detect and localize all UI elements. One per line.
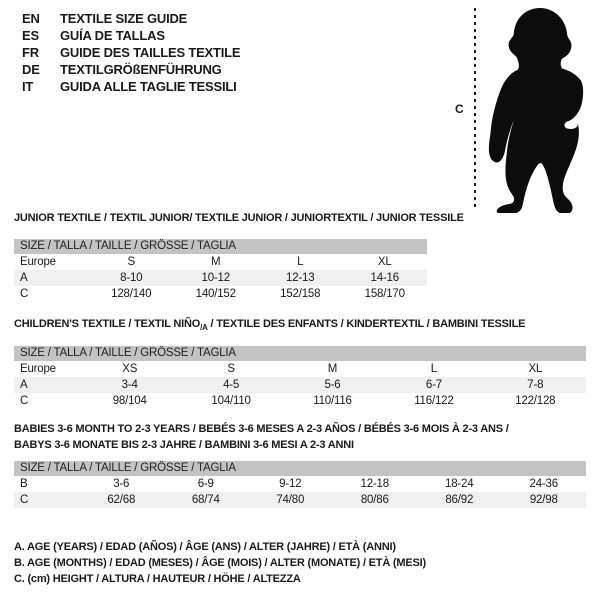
cell: 158/170 [364, 288, 405, 300]
cell: 140/152 [195, 288, 236, 300]
title-text: CHILDREN'S TEXTILE / TEXTIL NIÑO [14, 318, 201, 330]
title-subscript: /A [200, 323, 208, 333]
babies-table-title [14, 421, 509, 453]
toddler-silhouette-icon [483, 5, 597, 213]
cell: 8-10 [120, 272, 143, 284]
children-table-title [14, 318, 525, 332]
cell: XL [528, 363, 543, 375]
junior-table-title: JUNIOR TEXTILE / TEXTIL JUNIOR/ TEXTILE JUNIOR / JUNIORTEXTIL / JUNIOR TESSILE [14, 212, 464, 224]
cell: S [127, 256, 135, 268]
height-measure-label: C [455, 102, 464, 116]
row-label: A [20, 272, 28, 284]
legend-line-a: A. AGE (YEARS) / EDAD (AÑOS) / ÂGE (ANS) / ALTER (JAHRE) / ETÀ (ANNI) [14, 541, 396, 553]
row-label: C [20, 395, 29, 407]
lang-row-es [22, 27, 240, 44]
title-line: BABIES 3-6 MONTH TO 2-3 YEARS / BEBÉS 3-6 MESES A 2-3 AÑOS / BÉBÉS 3-6 MOIS À 2-3 ANS / [14, 423, 509, 435]
cell: 4-5 [223, 379, 240, 391]
cell: 116/122 [414, 395, 454, 407]
lang-title: TEXTILE SIZE GUIDE [60, 11, 188, 26]
cell: 74/80 [276, 494, 305, 506]
babies-table [14, 461, 586, 508]
height-measure-line [474, 8, 476, 210]
cell: 14-16 [370, 272, 399, 284]
table-row [14, 377, 586, 393]
lang-row-en [22, 10, 240, 27]
size-header-bar: SIZE / TALLA / TAILLE / GRÖSSE / TAGLIA [14, 346, 586, 361]
cell: L [297, 256, 304, 268]
row-label: C [20, 494, 29, 506]
size-header-bar: SIZE / TALLA / TAILLE / GRÖSSE / TAGLIA [14, 239, 427, 254]
cell: S [227, 363, 235, 375]
cell: M [211, 256, 221, 268]
cell: 6-9 [197, 478, 214, 490]
cell: 104/110 [211, 395, 251, 407]
cell: 9-12 [279, 478, 302, 490]
lang-title: GUIDA ALLE TAGLIE TESSILI [60, 79, 237, 94]
cell: 122/128 [515, 395, 556, 407]
lang-title: GUÍA DE TALLAS [60, 28, 165, 43]
table-row [14, 393, 586, 409]
measure-legend [14, 539, 426, 587]
title-line: BABYS 3-6 MONATE BIS 2-3 JAHRE / BAMBINI 3-6 MESI A 2-3 ANNI [14, 439, 354, 451]
row-label: A [20, 379, 28, 391]
cell: M [327, 363, 338, 375]
title-text: / TEXTILE DES ENFANTS / KINDERTEXTIL / BAMBINI TESSILE [207, 318, 526, 330]
cell: 92/98 [529, 494, 558, 506]
cell: 3-6 [113, 478, 130, 490]
lang-row-fr [22, 44, 240, 61]
cell: 3-4 [121, 379, 138, 391]
cell: 128/140 [111, 288, 152, 300]
row-label: Europe [20, 363, 56, 375]
lang-code: ES [22, 28, 39, 43]
lang-code: IT [22, 79, 34, 94]
lang-title: TEXTILGRÖßENFÜHRUNG [60, 62, 222, 77]
cell: 110/116 [313, 395, 352, 407]
legend-line-c: C. (cm) HEIGHT / ALTURA / HAUTEUR / HÖHE / ALTEZZA [14, 573, 301, 585]
cell: 98/104 [112, 395, 147, 407]
cell: 62/68 [107, 494, 136, 506]
cell: 12-13 [286, 272, 315, 284]
size-header-bar: SIZE / TALLA / TAILLE / GRÖSSE / TAGLIA [14, 461, 586, 476]
table-row [14, 492, 586, 508]
row-label: Europe [20, 256, 56, 268]
table-row [14, 270, 427, 286]
lang-code: DE [22, 62, 40, 77]
cell: 152/158 [280, 288, 321, 300]
lang-row-it [22, 78, 240, 95]
children-table [14, 346, 586, 409]
cell: 12-18 [360, 478, 389, 490]
table-row [14, 361, 586, 377]
legend-line-b: B. AGE (MONTHS) / EDAD (MESES) / ÂGE (MOIS) / ALTER (MONATE) / ETÀ (MESI) [14, 557, 426, 569]
cell: XL [377, 256, 392, 268]
lang-code: EN [22, 11, 40, 26]
cell: 18-24 [445, 478, 474, 490]
cell: 6-7 [425, 379, 442, 391]
row-label: B [20, 478, 28, 490]
table-row [14, 254, 427, 270]
cell: 80/86 [360, 494, 389, 506]
language-header [22, 10, 240, 95]
cell: 5-6 [324, 379, 341, 391]
cell: 68/74 [191, 494, 220, 506]
cell: 7-8 [527, 379, 544, 391]
cell: 10-12 [201, 272, 230, 284]
junior-table [14, 239, 427, 302]
lang-row-de [22, 61, 240, 78]
cell: XS [122, 363, 138, 375]
table-row [14, 476, 586, 492]
cell: 24-36 [529, 478, 558, 490]
lang-title: GUIDE DES TAILLES TEXTILE [60, 45, 241, 60]
table-row [14, 286, 427, 302]
cell: 86/92 [445, 494, 474, 506]
cell: L [430, 363, 437, 375]
lang-code: FR [22, 45, 39, 60]
row-label: C [20, 288, 29, 300]
